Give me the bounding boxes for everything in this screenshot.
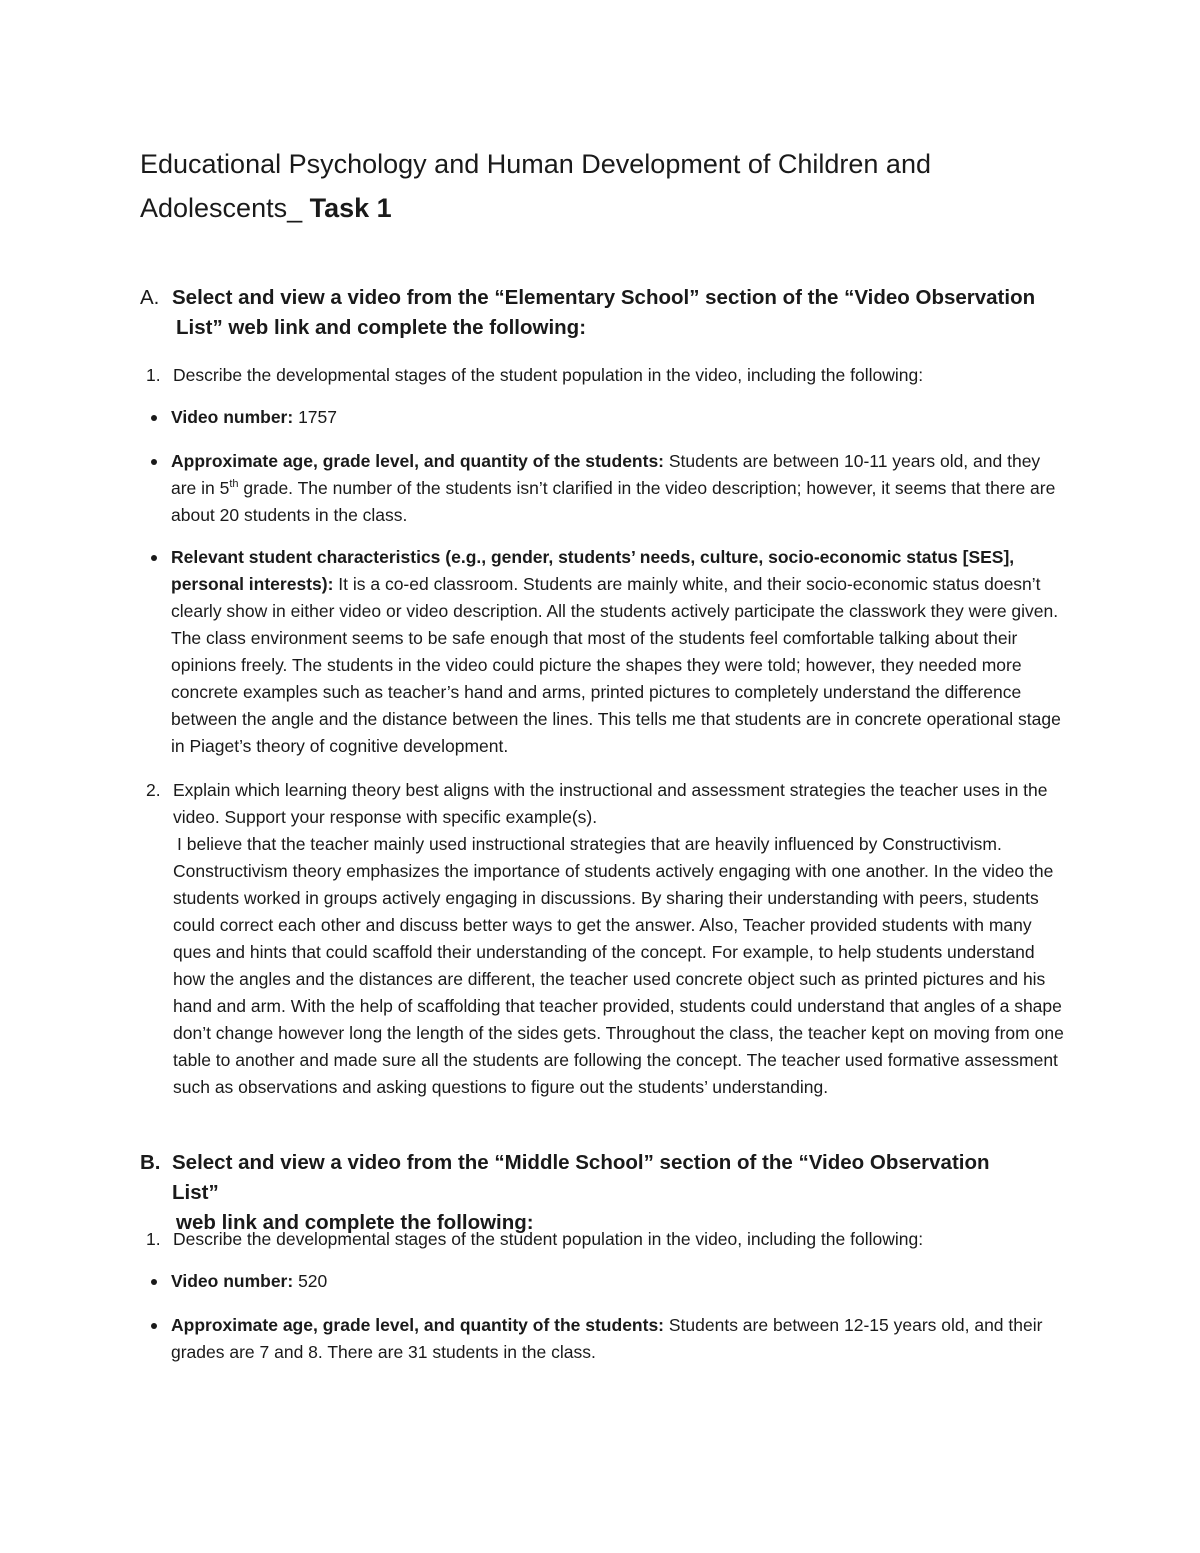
bullet-value-part-1: Students are between 10-11 years old, and they are in 5 xyxy=(171,451,1041,498)
section-a-item-2 xyxy=(140,777,1070,1101)
item-number: 1. xyxy=(146,365,161,385)
bullet-icon xyxy=(151,415,157,421)
bullet-label: Approximate age, grade level, and quantity of the students: xyxy=(171,1315,664,1335)
bullet-value: 520 xyxy=(293,1271,328,1291)
item-text: Describe the developmental stages of the student population in the video, including the following: xyxy=(173,365,924,385)
section-a-line1: Select and view a video from the “Elementary School” section of the “Video Observation xyxy=(172,286,1036,309)
section-a-item-1 xyxy=(140,362,1070,389)
bullet-value: It is a co-ed classroom. Students are mainly white, and their socio-economic status doesn’t clearly show in either video or video description. All the students actively participate the classwork they were given. The class environment seems to be safe enough that most of the students feel comfortable talking about their opinions freely. The students in the video could picture the shapes they were told; however, they needed more concrete examples such as teacher’s hand and arms, printed pictures to completely understand the difference between the angle and the distance between the lines. This tells me that students are in concrete operational stage in Piaget’s theory of cognitive development. xyxy=(171,574,1061,756)
bullet-icon xyxy=(151,1279,157,1285)
section-b-line2: web link and complete the following: xyxy=(176,1211,534,1234)
section-b-item-1 xyxy=(140,1226,1070,1253)
section-b-line1: Select and view a video from the “Middle School” section of the “Video Observation List” xyxy=(172,1151,990,1204)
section-a-bullet-video-number xyxy=(140,404,1070,431)
document-title xyxy=(140,142,1040,230)
section-b-letter: B. xyxy=(140,1151,161,1174)
bullet-value: 1757 xyxy=(293,407,337,427)
title-text: Educational Psychology and Human Development of Children and Adolescents_ xyxy=(140,149,931,223)
grade-superscript: th xyxy=(229,478,239,491)
section-b-bullet-age xyxy=(140,1312,1070,1366)
item-answer: I believe that the teacher mainly used instructional strategies that are heavily influenced by Constructivism. Constructivism theory emphasizes the importance of students actively engaging with one another. In the video the students worked in groups actively engaging in discussions. By sharing their understanding with peers, students could correct each other and discuss better ways to get the answer. Also, Teacher provided students with many ques and hints that could scaffold their understanding of the concept. For example, to help students understand how the angles and the distances are different, the teacher used concrete object such as printed pictures and his hand and arm. With the help of scaffolding that teacher provided, students could understand that angles of a shape don’t change however long the length of the sides gets. Throughout the class, the teacher kept on moving from one table to another and made sure all the students are following the concept. The teacher used formative assessment such as observations and asking questions to figure out the students’ understanding. xyxy=(173,834,1064,1097)
item-number: 1. xyxy=(146,1229,161,1249)
item-text: Describe the developmental stages of the student population in the video, including the following: xyxy=(173,1229,924,1249)
section-a-heading xyxy=(140,283,1040,343)
bullet-icon xyxy=(151,555,157,561)
bullet-label: Video number: xyxy=(171,407,294,427)
bullet-label: Approximate age, grade level, and quantity of the students: xyxy=(171,451,664,471)
bullet-icon xyxy=(151,1323,157,1329)
section-a-bullet-age xyxy=(140,448,1070,529)
bullet-value: Students are between 12-15 years old, and their grades are 7 and 8. There are 31 students in the class. xyxy=(171,1315,1043,1362)
item-number: 2. xyxy=(146,780,161,800)
bullet-icon xyxy=(151,459,157,465)
bullet-label: Relevant student characteristics (e.g., gender, students’ needs, culture, socio-economic status [SES], personal interests): xyxy=(171,547,1015,594)
bullet-value-part-2: grade. The number of the students isn’t clarified in the video description; however, it seems that there are about 20 students in the class. xyxy=(171,478,1056,525)
item-question: Explain which learning theory best aligns with the instructional and assessment strategies the teacher uses in the video. Support your response with specific example(s). xyxy=(173,780,1048,827)
bullet-label: Video number: xyxy=(171,1271,294,1291)
section-a-line2: List” web link and complete the following: xyxy=(176,316,587,339)
section-b-heading xyxy=(140,1148,1040,1238)
section-b-bullet-video-number xyxy=(140,1268,1070,1295)
section-a-letter: A. xyxy=(140,286,160,309)
title-task-label: Task 1 xyxy=(309,193,392,223)
section-a-bullet-characteristics xyxy=(140,544,1070,760)
